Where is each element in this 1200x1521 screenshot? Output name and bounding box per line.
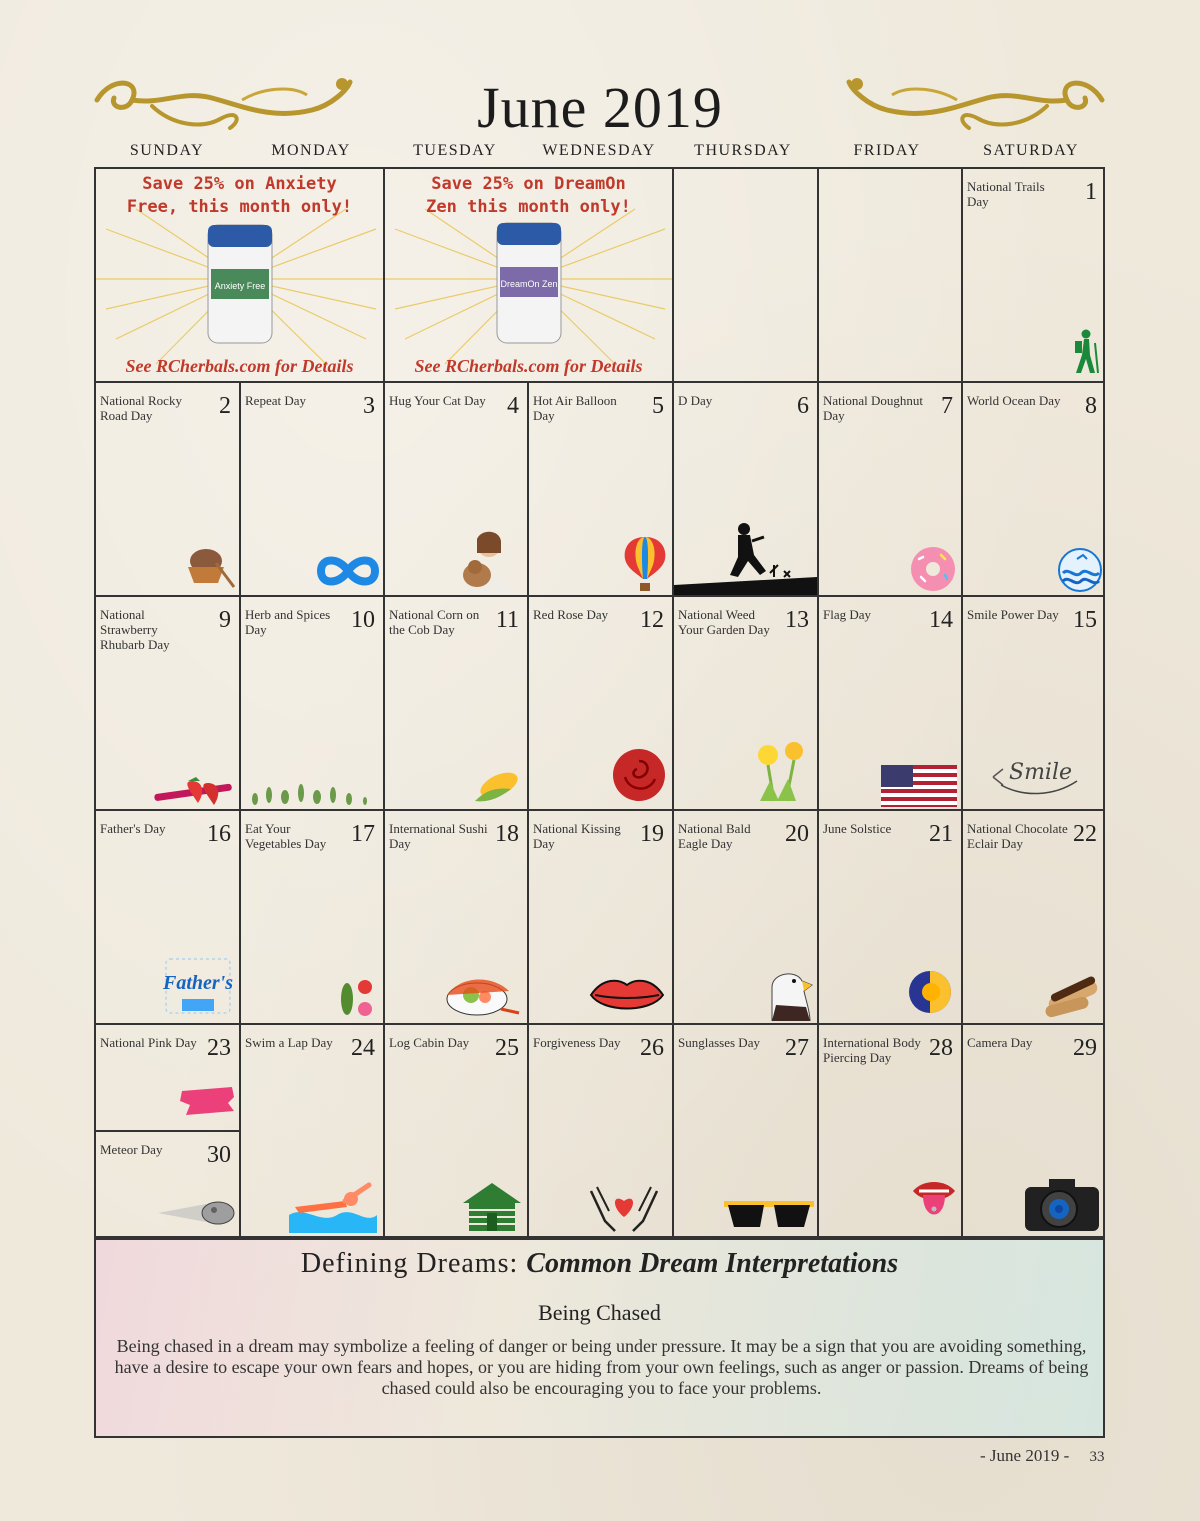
day-cell-3[interactable] [241, 383, 385, 597]
day-event-label: World Ocean Day [967, 393, 1061, 408]
day-number: 17 [351, 821, 375, 847]
product-name: DreamOn Zen [500, 279, 558, 289]
sun-moon-icon [907, 969, 953, 1015]
empty-cell [674, 169, 819, 383]
day-event-label: Swim a Lap Day [245, 1035, 333, 1050]
day-event-label: Smile Power Day [967, 607, 1059, 622]
title-year: 2019 [602, 75, 723, 140]
day-number: 12 [640, 607, 664, 633]
day-number: 29 [1073, 1035, 1097, 1061]
weekday-label: SATURDAY [983, 142, 1079, 159]
day-event-label: International Sushi Day [389, 821, 488, 851]
lips-icon [589, 975, 665, 1015]
day-number: 1 [1085, 179, 1097, 205]
page-title [0, 74, 1200, 141]
empty-cell [819, 169, 963, 383]
day-event-label: June Solstice [823, 821, 892, 836]
day-cell-29[interactable] [963, 1025, 1105, 1238]
day-cell-14[interactable] [819, 597, 963, 811]
day-cell-30[interactable] [96, 1132, 241, 1238]
day-event-label: National Weed Your Garden Day [678, 607, 770, 637]
vegetables-icon [335, 975, 375, 1019]
day-cell-9[interactable] [96, 597, 241, 811]
day-cell-26[interactable] [529, 1025, 674, 1238]
day-event-label: National Doughnut Day [823, 393, 924, 423]
dandelion-icon [750, 741, 814, 805]
day-event-label: National Chocolate Eclair Day [967, 821, 1068, 851]
day-event-label: National Corn on the Cob Day [389, 607, 480, 637]
day-event-label: National Rocky Road Day [100, 393, 182, 423]
day-cell-11[interactable] [385, 597, 529, 811]
day-cell-18[interactable] [385, 811, 529, 1025]
sunglasses-icon [724, 1199, 814, 1231]
day-cell-27[interactable] [674, 1025, 819, 1238]
day-cell-19[interactable] [529, 811, 674, 1025]
day-number: 4 [507, 393, 519, 419]
day-event-label: Log Cabin Day [389, 1035, 470, 1050]
ocean-wave-icon [1057, 547, 1103, 593]
day-event-label: Herb and Spices Day [245, 607, 331, 637]
corn-icon [471, 767, 521, 807]
day-event-label: Flag Day [823, 607, 872, 622]
footer-text: - June 2019 - [980, 1446, 1070, 1465]
day-number: 23 [207, 1035, 231, 1061]
promo-anxiety-free[interactable] [96, 169, 385, 383]
day-number: 5 [652, 393, 664, 419]
day-number: 16 [207, 821, 231, 847]
panel-subtitle: Being Chased [538, 1300, 661, 1325]
hands-heart-icon [587, 1181, 661, 1233]
day-event-label: Eat Your Vegetables Day [245, 821, 327, 851]
promo-footer[interactable]: See RCherbals.com for Details [414, 356, 643, 376]
panel-title [96, 1248, 1103, 1280]
weekday-label: THURSDAY [694, 142, 792, 159]
day-number: 28 [929, 1035, 953, 1061]
day-number: 30 [207, 1142, 231, 1168]
weekday-label: WEDNESDAY [542, 142, 656, 159]
weekday-header [95, 142, 1105, 164]
weekday-label: FRIDAY [853, 142, 921, 159]
meteor-icon [156, 1198, 238, 1228]
day-number: 26 [640, 1035, 664, 1061]
promo-footer[interactable]: See RCherbals.com for Details [125, 356, 354, 376]
panel-title-italic: Common Dream Interpretations [526, 1248, 899, 1279]
hot-air-balloon-icon [623, 535, 667, 593]
day-number: 27 [785, 1035, 809, 1061]
sushi-icon [441, 965, 521, 1019]
day-event-label: Repeat Day [245, 393, 307, 408]
soldier-silhouette-icon [674, 519, 817, 595]
day-number: 8 [1085, 393, 1097, 419]
promo-headline: Save 25% on Anxiety Free, this month only! [126, 174, 353, 217]
day-event-label: D Day [678, 393, 713, 408]
strawberry-rhubarb-icon [152, 767, 236, 807]
day-number: 25 [495, 1035, 519, 1061]
day-number: 6 [797, 393, 809, 419]
day-cell-13[interactable] [674, 597, 819, 811]
day-number: 3 [363, 393, 375, 419]
day-number: 20 [785, 821, 809, 847]
weekday-label: SUNDAY [129, 142, 205, 159]
day-event-label: Hot Air Balloon Day [533, 393, 617, 423]
day-cell-21[interactable] [819, 811, 963, 1025]
herbs-icon [245, 775, 381, 807]
tongue-piercing-icon [911, 1177, 957, 1233]
infinity-icon [317, 553, 379, 589]
day-cell-1[interactable] [963, 169, 1105, 383]
day-number: 9 [219, 607, 231, 633]
us-flag-icon [881, 765, 957, 807]
swimmer-icon [285, 1179, 379, 1233]
title-month: June [477, 75, 588, 140]
eclair-icon [1041, 971, 1103, 1019]
promo-headline: Save 25% on DreamOn Zen this month only! [426, 174, 631, 217]
day-number: 21 [929, 821, 953, 847]
bald-eagle-icon [766, 967, 814, 1021]
day-cell-4[interactable] [385, 383, 529, 597]
day-cell-5[interactable] [529, 383, 674, 597]
pink-brush-icon [178, 1083, 236, 1117]
hiker-icon [1071, 329, 1101, 375]
day-event-label: National Bald Eagle Day [678, 821, 751, 851]
product-name: Anxiety Free [214, 281, 266, 291]
day-number: 11 [495, 607, 519, 633]
day-cell-28[interactable] [819, 1025, 963, 1238]
panel-title-lead: Defining Dreams: [300, 1248, 519, 1279]
day-cell-17[interactable] [241, 811, 385, 1025]
day-event-label: National Trails Day [967, 179, 1045, 209]
day-event-label: Forgiveness Day [533, 1035, 621, 1050]
day-cell-16[interactable] [96, 811, 241, 1025]
day-cell-23[interactable] [96, 1025, 241, 1132]
day-cell-24[interactable] [241, 1025, 385, 1238]
day-cell-22[interactable] [963, 811, 1105, 1025]
day-number: 7 [941, 393, 953, 419]
day-number: 24 [351, 1035, 375, 1061]
day-cell-25[interactable] [385, 1025, 529, 1238]
promo-dreamon-zen[interactable] [385, 169, 674, 383]
day-cell-10[interactable] [241, 597, 385, 811]
day-number: 15 [1073, 607, 1097, 633]
camera-icon [1023, 1175, 1101, 1233]
day-event-label: Hug Your Cat Day [389, 393, 486, 408]
day-number: 19 [640, 821, 664, 847]
day-event-label: Camera Day [967, 1035, 1033, 1050]
day-event-label: Sunglasses Day [678, 1035, 760, 1050]
day-number: 18 [495, 821, 519, 847]
svg-text:Smile: Smile [1009, 760, 1073, 785]
day-event-label: Red Rose Day [533, 607, 609, 622]
page-number: 33 [1089, 1449, 1105, 1465]
cat-hug-icon [455, 529, 517, 593]
rose-icon [611, 747, 667, 803]
day-event-label: National Pink Day [100, 1035, 197, 1050]
panel-body: Being chased in a dream may symbolize a feeling of danger or being under pressure. It may be a sign that you are avoiding something, have a desire to escape your own fears and hopes, or you are hiding from your own feelings, such as anger or passion. Dreams of being chased could also be encouraging you to face your problems. [114, 1336, 1089, 1398]
ice-cream-icon [180, 543, 236, 589]
smile-script-icon [983, 755, 1087, 795]
day-cell-15[interactable] [963, 597, 1105, 811]
day-number: 10 [351, 607, 375, 633]
dream-interpretation-panel [94, 1238, 1105, 1438]
day-event-label: National Kissing Day [533, 821, 621, 851]
day-number: 22 [1073, 821, 1097, 847]
day-cell-20[interactable] [674, 811, 819, 1025]
day-cell-12[interactable] [529, 597, 674, 811]
day-event-label: Father's Day [100, 821, 166, 836]
fathers-day-badge-icon [158, 951, 238, 1021]
log-cabin-icon [461, 1181, 523, 1233]
day-event-label: International Body Piercing Day [823, 1035, 921, 1065]
day-event-label: National Strawberry Rhubarb Day [100, 607, 170, 652]
day-number: 2 [219, 393, 231, 419]
day-cell-2[interactable] [96, 383, 241, 597]
day-event-label: Meteor Day [100, 1142, 163, 1157]
svg-text:Father's: Father's [162, 972, 234, 994]
weekday-label: TUESDAY [413, 142, 497, 159]
doughnut-icon [909, 545, 957, 593]
weekday-label: MONDAY [271, 142, 351, 159]
calendar-grid [94, 167, 1105, 1238]
day-cell-6[interactable] [674, 383, 819, 597]
day-cell-8[interactable] [963, 383, 1105, 597]
day-cell-7[interactable] [819, 383, 963, 597]
day-number: 14 [929, 607, 953, 633]
day-number: 13 [785, 607, 809, 633]
page-footer [980, 1446, 1104, 1466]
